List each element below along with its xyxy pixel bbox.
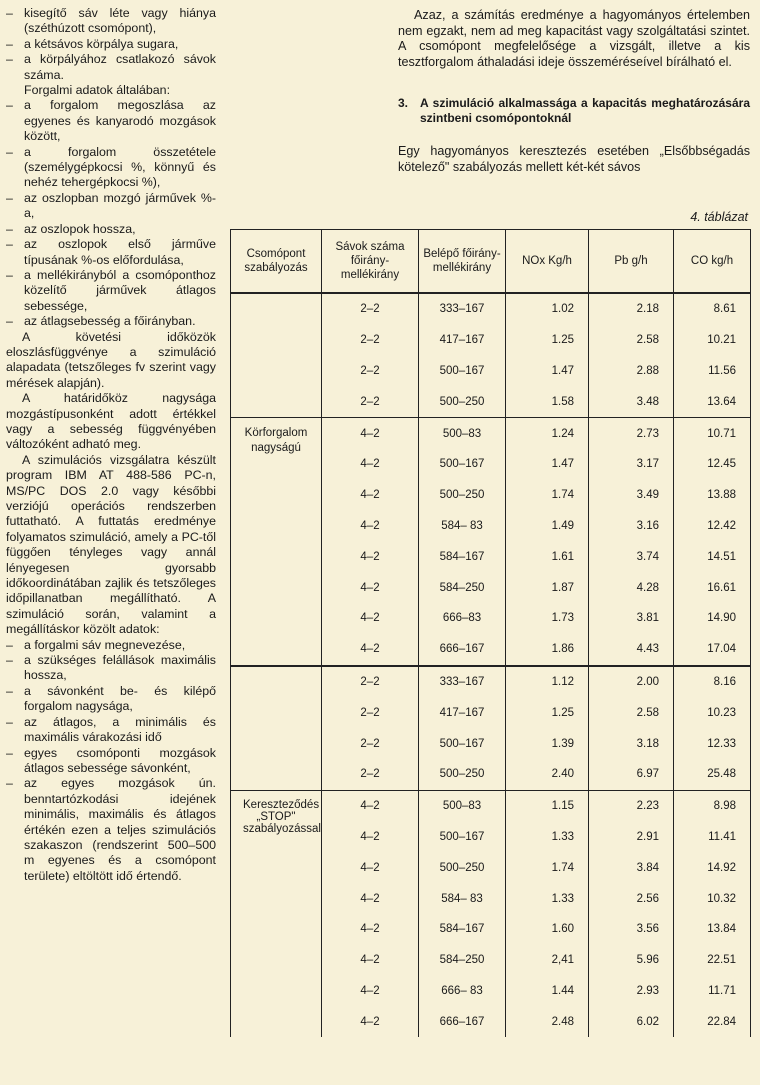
table-cell: 2.58 [589,325,674,356]
table-cell: 13.88 [674,480,751,511]
table-cell: 14.51 [674,541,751,572]
table-cell: 500–83 [419,790,506,821]
header-regulation [231,230,322,294]
table-cell: 1.39 [506,728,589,759]
table-cell: 2.23 [589,790,674,821]
table-cell: 11.56 [674,356,751,387]
table-cell: 417–167 [419,325,506,356]
header-lanes [322,230,419,294]
table-cell: 13.64 [674,386,751,417]
right-paragraph-1: Azaz, a számítás eredménye a hagyományos értelemben nem egzakt, nem ad meg kapacitást vagy szolgáltatási szintet. A csomópont megfelelősége a vizsgált, illetve a kis tesztforgalom áthaladási ideje összeméréseível bírálható el. [398,8,750,69]
list-item-text: a forgalom összetétele (személygépkocsi %, könnyű és nehéz tehergépkocsi %), [24,144,216,190]
table-cell: 584–250 [419,945,506,976]
list-item [6,684,216,715]
list-item [6,37,216,52]
list-item-text: a körpályához csatlakozó sávok száma. [24,52,216,82]
table-cell: 5.96 [589,945,674,976]
header-nox [506,230,589,294]
table-cell: 1.49 [506,511,589,542]
table-cell: 2.73 [589,418,674,449]
list-item-text: az átlagsebesség a főirányban. [24,314,196,329]
table-cell: 3.84 [589,852,674,883]
dash-bullet: – [6,267,13,282]
right-column-text [398,8,750,176]
table-cell: 10.21 [674,325,751,356]
table-cell: 500–83 [419,418,506,449]
list-item [6,715,216,746]
table-cell: 2–2 [322,666,419,698]
list-item-text: az oszlopok első járműve típusának %-os előfordulása, [24,237,216,267]
table-cell: 4.43 [589,634,674,666]
table-header-row [231,230,751,294]
table-cell: 500–167 [419,356,506,387]
list-item [6,222,216,237]
table-cell: 3.16 [589,511,674,542]
table-cell: 4–2 [322,1006,419,1037]
table-cell: 6.02 [589,1006,674,1037]
body-paragraph: A szimulációs vizsgálatra készült program IBM AT 488-586 PC-n, MS/PC DOS 2.0 vagy későbbi verziójú operációs rendszerben futtatható. A futtatás eredménye folyamatos szimuláció, amely a PC-től függően tényleges vagy annál lényegesen gyorsabb időkoordinátában zajlik és tetszőleges időpillanatban megállítható. A szimuláció során, valamint a megállításkor közölt adatok: [6,452,216,637]
list-item-text: az oszlopban mozgó járművek %-a, [24,190,216,221]
table-cell: 4–2 [322,883,419,914]
left-column [6,6,216,884]
list-item [6,52,216,83]
table-cell: 4–2 [322,449,419,480]
table-cell: 2.48 [506,1006,589,1037]
list-item-text: egyes csomóponti mozgások átlagos sebessége sávonként, [24,745,216,775]
dash-bullet: – [6,745,13,760]
table-cell: 14.92 [674,852,751,883]
table-cell: 3.56 [589,914,674,945]
table-cell: 4–2 [322,541,419,572]
list-item-text: a kétsávos körpálya sugara, [24,36,179,51]
table-cell: 4–2 [322,603,419,634]
table-row [231,666,751,698]
table-cell: 666–83 [419,603,506,634]
table-cell: 2–2 [322,697,419,728]
header-pb [589,230,674,294]
table-cell: 10.23 [674,697,751,728]
table-cell: 1.12 [506,666,589,698]
table-cell: 4.28 [589,572,674,603]
table-cell: 2.88 [589,356,674,387]
header-text: Csomópont szabályozás [244,248,308,274]
header-text: Belépő főirány-mellékirány [423,248,501,274]
list-item [6,268,216,314]
table-cell: 1.47 [506,356,589,387]
table-cell: 16.61 [674,572,751,603]
table-cell: 500–250 [419,386,506,417]
table-cell: 11.71 [674,976,751,1007]
dash-bullet: – [6,144,13,159]
table-cell: 666– 83 [419,976,506,1007]
body-paragraph: A határidőköz nagysága mozgástípusonként adott értékkel vagy a sebesség függvényében változóként adható meg. [6,391,216,452]
section-heading [398,96,750,126]
table-cell: 2–2 [322,728,419,759]
table-cell: 17.04 [674,634,751,666]
group-label-empty [231,666,322,791]
table-cell: 8.16 [674,666,751,698]
list-item-text: a mellékirányból a csomóponthoz közelítő járművek átlagos sebessége, [24,267,216,313]
table-cell: 584–167 [419,914,506,945]
table-cell: 1.33 [506,822,589,853]
table-cell: 666–167 [419,1006,506,1037]
table-cell: 2.93 [589,976,674,1007]
table-cell: 500–167 [419,449,506,480]
table-cell: 4–2 [322,945,419,976]
table-cell: 1.61 [506,541,589,572]
table-cell: 4–2 [322,790,419,821]
table-cell: 2.91 [589,822,674,853]
table-cell: 584– 83 [419,883,506,914]
table-cell: 22.51 [674,945,751,976]
table-cell: 3.17 [589,449,674,480]
section-title: A szimuláció alkalmassága a kapacitás meghatározására szintbeni csomópontoknál [420,96,750,126]
table-cell: 1.47 [506,449,589,480]
dash-bullet: – [6,237,13,252]
table-cell: 2.58 [589,697,674,728]
dash-bullet: – [6,98,13,113]
dash-bullet: – [6,714,13,729]
table-cell: 1.73 [506,603,589,634]
header-text: NOx Kg/h [522,255,572,267]
table-cell: 12.33 [674,728,751,759]
dash-bullet: – [6,52,13,67]
table-cell: 500–167 [419,728,506,759]
table-row [231,293,751,325]
list-item [6,191,216,222]
group-label-empty [231,293,322,418]
table-row [231,790,751,821]
dash-bullet: – [6,190,13,205]
table-cell: 2.56 [589,883,674,914]
table-cell: 1.25 [506,325,589,356]
group-label: Körforgalom nagyságú [244,427,308,455]
table-cell: 2–2 [322,356,419,387]
table-cell: 500–250 [419,480,506,511]
header-text: Pb g/h [614,255,648,267]
table-cell: 2.18 [589,293,674,325]
dash-bullet: – [6,221,13,236]
header-co [674,230,751,294]
group-label: Kereszteződés „STOP" szabályozással [243,798,321,835]
emissions-table [230,229,751,1037]
list-item [6,145,216,191]
table-cell: 6.97 [589,759,674,790]
group-label-cell [231,418,322,666]
table-cell: 4–2 [322,976,419,1007]
table-cell: 333–167 [419,293,506,325]
table-cell: 3.74 [589,541,674,572]
table-cell: 8.98 [674,790,751,821]
list-item-text: az oszlopok hossza, [24,221,136,236]
dash-bullet: – [6,776,13,791]
dash-bullet: – [6,6,13,20]
dash-bullet: – [6,314,13,329]
table-cell: 4–2 [322,511,419,542]
section-number: 3. [398,96,409,111]
right-paragraph-2: Egy hagyományos keresztezés esetében „Elsőbbségadás kötelező" szabályozás mellett két-két sávos [398,144,750,174]
list-item-text: a szükséges felállások maximális hossza, [24,653,216,683]
dash-bullet: – [6,637,13,652]
table-cell: 4–2 [322,418,419,449]
table-cell: 4–2 [322,634,419,666]
table-cell: 584– 83 [419,511,506,542]
table-cell: 1.02 [506,293,589,325]
table-cell: 1.44 [506,976,589,1007]
list-item [6,237,216,268]
table-cell: 584–167 [419,541,506,572]
table-cell: 500–167 [419,822,506,853]
table-cell: 1.58 [506,386,589,417]
table-cell: 12.42 [674,511,751,542]
table-cell: 11.41 [674,822,751,853]
table-cell: 4–2 [322,914,419,945]
table-cell: 500–250 [419,759,506,790]
table-cell: 333–167 [419,666,506,698]
table-cell: 4–2 [322,480,419,511]
table-cell: 2–2 [322,325,419,356]
table-cell: 22.84 [674,1006,751,1037]
table-cell: 1.60 [506,914,589,945]
dash-bullet: – [6,653,13,668]
table-cell: 4–2 [322,852,419,883]
list-item [6,638,216,653]
list-item-text: a forgalmi sáv megnevezése, [24,637,186,652]
table-cell: 584–250 [419,572,506,603]
list-item [6,314,216,329]
dash-bullet: – [6,36,13,51]
table-cell: 2,41 [506,945,589,976]
header-text: CO kg/h [690,255,734,267]
list-item-text: az egyes mozgások ún. benntartózkodási idejének minimális, maximális és átlagos értékén ezen a teljes szimulációs szakaszon (rendszerint 500–500 m egyenes és a csomópont területe) eltöltött idő értendő. [24,776,216,883]
list-item [6,746,216,777]
header-entry [419,230,506,294]
table-cell: 1.74 [506,852,589,883]
table-cell: 25.48 [674,759,751,790]
table-caption: 4. táblázat [690,210,748,224]
list-item-text: kisegítő sáv léte vagy hiánya (széthúzott csomópont), [24,6,216,36]
table-cell: 4–2 [322,572,419,603]
table-cell: 14.90 [674,603,751,634]
table-cell: 500–250 [419,852,506,883]
table-cell: 1.24 [506,418,589,449]
dash-bullet: – [6,683,13,698]
list-item [6,6,216,37]
table-cell: 12.45 [674,449,751,480]
table-cell: 1.15 [506,790,589,821]
table-cell: 10.32 [674,883,751,914]
list-item-text: az átlagos, a minimális és maximális várakozási idő [24,714,216,745]
table-cell: 417–167 [419,697,506,728]
table-cell: 2–2 [322,293,419,325]
list-item [6,98,216,144]
body-paragraph: A követési időközök eloszlásfüggvénye a szimuláció alapadata (tetszőleges fv szerint vagy mérések alapján). [6,329,216,390]
table-cell: 1.74 [506,480,589,511]
table-cell: 10.71 [674,418,751,449]
table-cell: 666–167 [419,634,506,666]
table-cell: 13.84 [674,914,751,945]
table-cell: 2–2 [322,759,419,790]
table-cell: 2–2 [322,386,419,417]
table-cell: 8.61 [674,293,751,325]
traffic-intro: Forgalmi adatok általában: [24,83,171,98]
list-item [6,653,216,684]
header-text: Sávok száma főirány-mellékirány [335,241,405,281]
table-cell: 1.33 [506,883,589,914]
table-cell: 1.25 [506,697,589,728]
table-cell: 2.40 [506,759,589,790]
table-cell: 4–2 [322,822,419,853]
table-cell: 1.86 [506,634,589,666]
table-cell: 3.18 [589,728,674,759]
group-label-cell [231,790,322,1037]
table-row [231,418,751,449]
list-item [6,776,216,884]
table-cell: 2.00 [589,666,674,698]
list-item-text: a forgalom megoszlása az egyenes és kanyarodó mozgások között, [24,98,216,144]
table-cell: 3.81 [589,603,674,634]
table-cell: 3.49 [589,480,674,511]
table-cell: 3.48 [589,386,674,417]
list-item-text: a sávonként be- és kilépő forgalom nagysága, [24,683,216,714]
table-cell: 1.87 [506,572,589,603]
